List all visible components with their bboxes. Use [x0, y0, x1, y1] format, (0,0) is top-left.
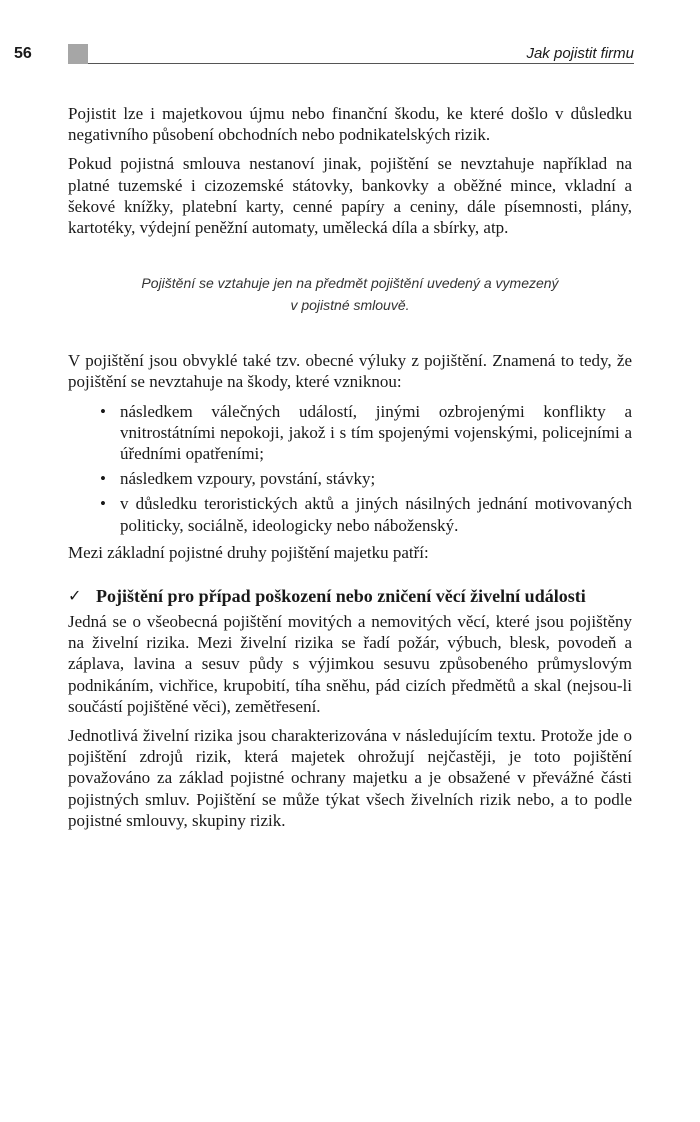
list-item — [68, 401, 632, 465]
page-number: 56 — [14, 45, 32, 62]
bullet-icon: • — [100, 401, 106, 421]
exclusion-list — [68, 401, 632, 536]
header-gray-box — [68, 44, 88, 64]
list-item-text: v důsledku teroristických aktů a jiných násilných jednání motivovaných politicky, sociálně, ideologicky nebo náboženský. — [120, 494, 632, 535]
section-heading-text: Pojištění pro případ poškození nebo zničení věcí živelní události — [96, 586, 586, 607]
paragraph-3: V pojištění jsou obvyklé také tzv. obecné výluky z pojištění. Znamená to tedy, že pojištění se nevztahuje na škody, které vzniknou: — [68, 351, 632, 392]
page-header — [14, 44, 634, 66]
paragraph-6: Jednotlivá živelní rizika jsou charakterizována v následujícím textu. Protože jde o pojištění zdrojů rizik, která majetek ohrožují nejčastěji, je toto pojištění považováno za základ pojistné ochrany majetku a je obsažené v převážné části pojistných smluv. Pojištění se může týkat všech živelních rizik nebo, a to podle pojistné smlouvy, skupiny rizik. — [68, 726, 632, 830]
paragraph-1: Pojistit lze i majetkovou újmu nebo finanční škodu, ke které došlo v důsledku negativního působení obchodních nebo podnikatelských rizik. — [68, 104, 632, 145]
running-title: Jak pojistit firmu — [526, 45, 634, 62]
paragraph-2: Pokud pojistná smlouva nestanoví jinak, pojištění se nevztahuje například na platné tuzemské i cizozemské státovky, bankovky a oběžné mince, vkladní a šekové knížky, platební karty, cenné papíry a ceniny, dále písemnosti, plány, kartotéky, výdejní peněžní automaty, umělecká díla a sbírky, atp. — [68, 154, 632, 238]
page-content — [68, 103, 632, 839]
quote-line-2: v pojistné smlouvě. — [290, 297, 410, 314]
paragraph-5: Jedná se o všeobecná pojištění movitých a nemovitých věcí, které jsou pojištěny na živelní rizika. Mezi živelní rizika se řadí požár, výbuch, blesk, povodeň a záplava, lavina a sesuv půdy s výjimkou sesuvu způsobeného průmyslovým podnikáním, vichřice, krupobití, tíha sněhu, pád cizích předmětů a skal (nejsou-li součástí pojištěné věci), zemětřesení. — [68, 612, 632, 716]
shaded-box — [68, 913, 632, 997]
bullet-icon: • — [100, 494, 106, 514]
list-item — [68, 468, 632, 489]
pull-quote — [88, 272, 612, 316]
paragraph-4: Mezi základní pojistné druhy pojištění majetku patří: — [68, 542, 429, 562]
checkmark-icon: ✓ — [68, 586, 82, 606]
section-heading — [68, 585, 632, 607]
quote-line-1: Pojištění se vztahuje jen na předmět pojištění uvedený a vymezený — [141, 275, 559, 292]
list-item-text: následkem válečných událostí, jinými ozbrojenými konflikty a vnitrostátními nepokoji, jakož i s tím spojenými vojenskými, policejními a úředními opatřeními; — [120, 401, 632, 464]
list-item-text: následkem vzpoury, povstání, stávky; — [120, 469, 376, 489]
bullet-icon: • — [100, 469, 106, 489]
list-item — [68, 493, 632, 535]
